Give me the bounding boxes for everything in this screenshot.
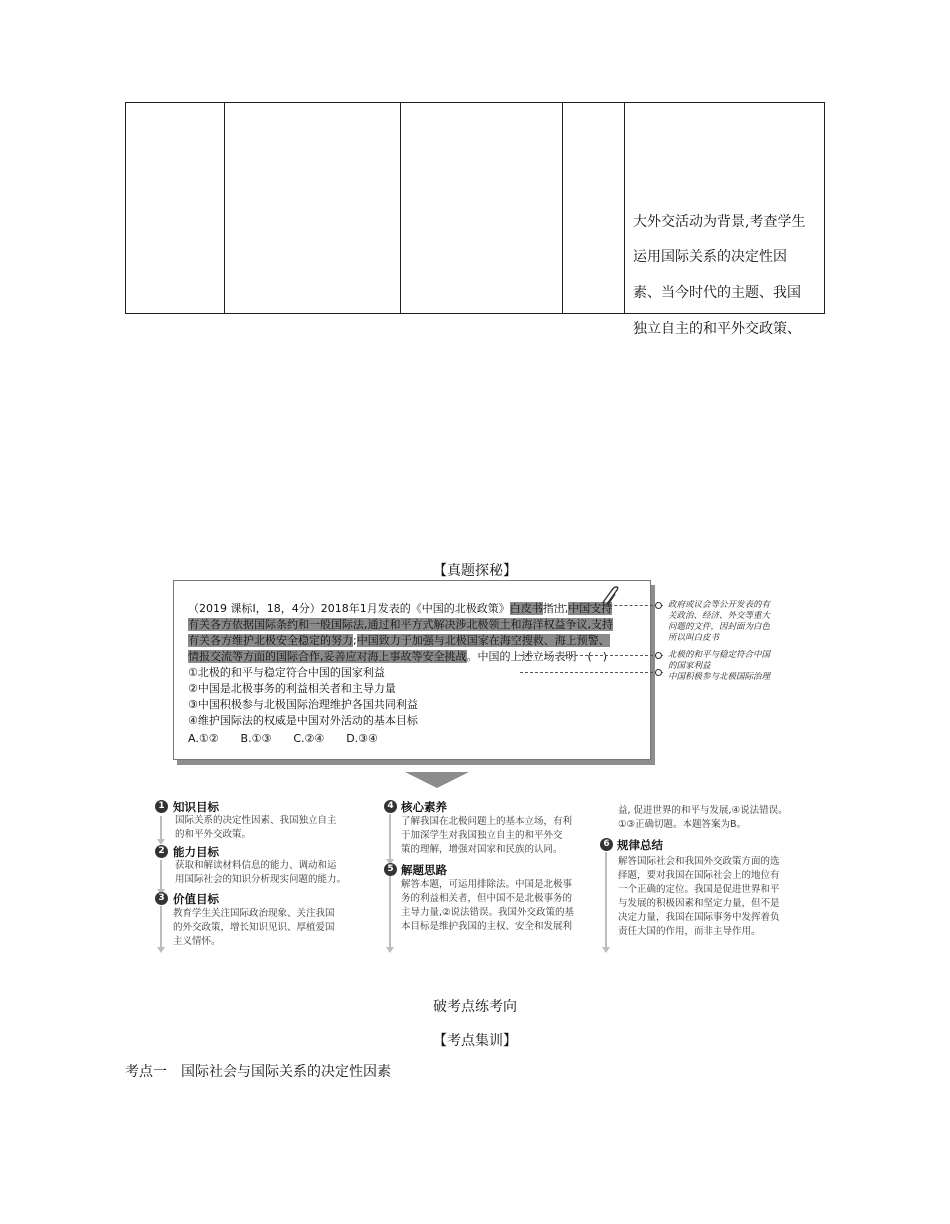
- section-body: 的外交政策，增长知识见识、厚植爱国: [173, 922, 335, 933]
- question-text: （2019 课标Ⅰ，18，4分）2018年1月发表的《中国的北极政策》: [188, 602, 510, 615]
- step-badge: 6: [600, 838, 613, 851]
- handwritten-note: 所以叫白皮书: [668, 633, 720, 643]
- highlight-text: 中国致力于加强与北极国家在海空搜救、海上预警、: [356, 634, 610, 647]
- option-item: ②中国是北极事务的利益相关者和主导力量: [188, 682, 396, 695]
- section-body: 择题，要对我国在国际社会上的地位有: [618, 870, 780, 881]
- highlight-text: 中国支持: [568, 602, 613, 615]
- highlight-text: 白皮书: [509, 602, 543, 615]
- section-body: 国际关系的决定性因素、我国独立自主: [175, 815, 337, 826]
- section-body: 决定力量，我国在国际事务中发挥着负: [618, 912, 780, 923]
- question-line: [188, 617, 613, 633]
- answer-choices: A.①② B.①③ C.②④ D.③④: [188, 732, 378, 745]
- exam-point-title: 考点一 国际社会与国际关系的决定性因素: [125, 1064, 391, 1080]
- highlight-text: 有关各方依据国际条约和一般国际法,通过和平方式解决涉北极领土和海洋权益争议,支持: [188, 618, 613, 631]
- section-heading: 能力目标: [173, 845, 219, 859]
- section-body: ①③正确切题。本题答案为B。: [618, 819, 747, 830]
- annotation-dot: [655, 669, 662, 676]
- handwritten-note: 问题的文件，因封面为白色: [668, 622, 771, 632]
- section-body: 益, 促进世界的和平与发展,④说法错误。: [618, 805, 788, 816]
- question-text: 中国的上述立场表明 ( ): [477, 650, 608, 663]
- section-body: 解答国际社会和我国外交政策方面的选: [618, 856, 780, 867]
- highlight-text: 情报交流等方面的国际合作,妥善应对海上事故等安全挑战: [188, 650, 467, 663]
- section-body: 教育学生关注国际政治现象、关注我国: [173, 908, 335, 919]
- question-text: 。: [466, 650, 478, 663]
- handwritten-note: 中国积极参与北极国际治理: [668, 672, 771, 682]
- step-badge: 5: [384, 863, 397, 876]
- question-card: [173, 580, 651, 760]
- question-line: [188, 649, 607, 665]
- section-body: 于加深学生对我国独立自主的和平外交: [401, 830, 563, 841]
- option-item: ④维护国际法的权威是中国对外活动的基本目标: [188, 714, 418, 727]
- step-badge: 2: [155, 845, 168, 858]
- section-body: 与发展的积极因素和坚定力量，但不是: [618, 898, 780, 909]
- section-heading: 规律总结: [617, 838, 663, 852]
- down-arrow-icon: [389, 814, 391, 860]
- sub-heading: 【考点集训】: [433, 1033, 517, 1049]
- table-cell-line: 大外交活动为背景,考查学生: [633, 214, 806, 230]
- table-divider: [224, 103, 225, 313]
- down-arrow-icon: [160, 816, 162, 840]
- section-body: 主导力量,②说法错误。我国外交政策的基: [401, 907, 575, 918]
- handwritten-note: 关政治、经济、外交等重大: [668, 611, 771, 621]
- section-body: 责任大国的作用，而非主导作用。: [618, 926, 761, 937]
- section-heading: 价值目标: [173, 892, 219, 906]
- step-badge: 4: [384, 800, 397, 813]
- annotation-connector: [520, 672, 663, 673]
- section-heading: 知识目标: [173, 800, 219, 814]
- step-badge: 3: [155, 892, 168, 905]
- table-cell-line: 运用国际关系的决定性因: [633, 249, 787, 265]
- section-body: 一个正确的定位。我国是促进世界和平: [618, 884, 780, 895]
- question-text: 指出,: [542, 602, 569, 615]
- question-line: [188, 601, 612, 617]
- annotation-connector: [520, 655, 663, 656]
- down-arrow-icon: [405, 772, 469, 788]
- option-item: ③中国积极参与北极国际治理维护各国共同利益: [188, 698, 418, 711]
- annotation-dot: [655, 602, 662, 609]
- section-body: 策的理解，增强对国家和民族的认同。: [401, 844, 563, 855]
- option-item: ①北极的和平与稳定符合中国的国家利益: [188, 666, 385, 679]
- section-body: 本目标是维护我国的主权、安全和发展利: [401, 921, 573, 932]
- question-text: ;: [353, 634, 357, 647]
- highlight-text: 有关各方维护北极安全稳定的努力: [188, 634, 353, 647]
- table-cell-line: 素、当今时代的主题、我国: [633, 285, 801, 301]
- down-arrow-icon: [160, 860, 162, 890]
- handwritten-note: 政府或议会等公开发表的有: [668, 600, 771, 610]
- step-badge: 1: [155, 800, 168, 813]
- section-body: 用国际社会的知识分析现实问题的能力。: [175, 874, 347, 885]
- section-heading: 解题思路: [401, 863, 447, 877]
- table-divider: [400, 103, 401, 313]
- handwritten-note: 的国家利益: [668, 661, 711, 671]
- section-body: 获取和解读材料信息的能力、调动和运: [175, 860, 337, 871]
- section-body: 主义情怀。: [173, 936, 221, 947]
- section-title: 【真题探秘】: [433, 563, 517, 579]
- handwritten-note: 北极的和平与稳定符合中国: [668, 650, 771, 660]
- down-arrow-icon: [605, 852, 607, 948]
- table-cell-line: 独立自主的和平外交政策、: [633, 321, 801, 337]
- table-divider: [562, 103, 563, 313]
- section-body: 务的利益相关者，但中国不是北极事务的: [401, 893, 573, 904]
- section-body: 的和平外交政策。: [175, 829, 252, 840]
- down-arrow-icon: [160, 906, 162, 948]
- question-line: [188, 633, 610, 649]
- annotation-connector: [523, 605, 663, 606]
- down-arrow-icon: [389, 876, 391, 948]
- table-divider: [624, 103, 625, 313]
- section-body: 了解我国在北极问题上的基本立场，有利: [401, 816, 573, 827]
- section-body: 解答本题，可运用排除法。中国是北极事: [401, 879, 573, 890]
- annotation-dot: [655, 652, 662, 659]
- section-heading: 核心素养: [401, 800, 447, 814]
- page-heading: 破考点练考向: [433, 999, 517, 1015]
